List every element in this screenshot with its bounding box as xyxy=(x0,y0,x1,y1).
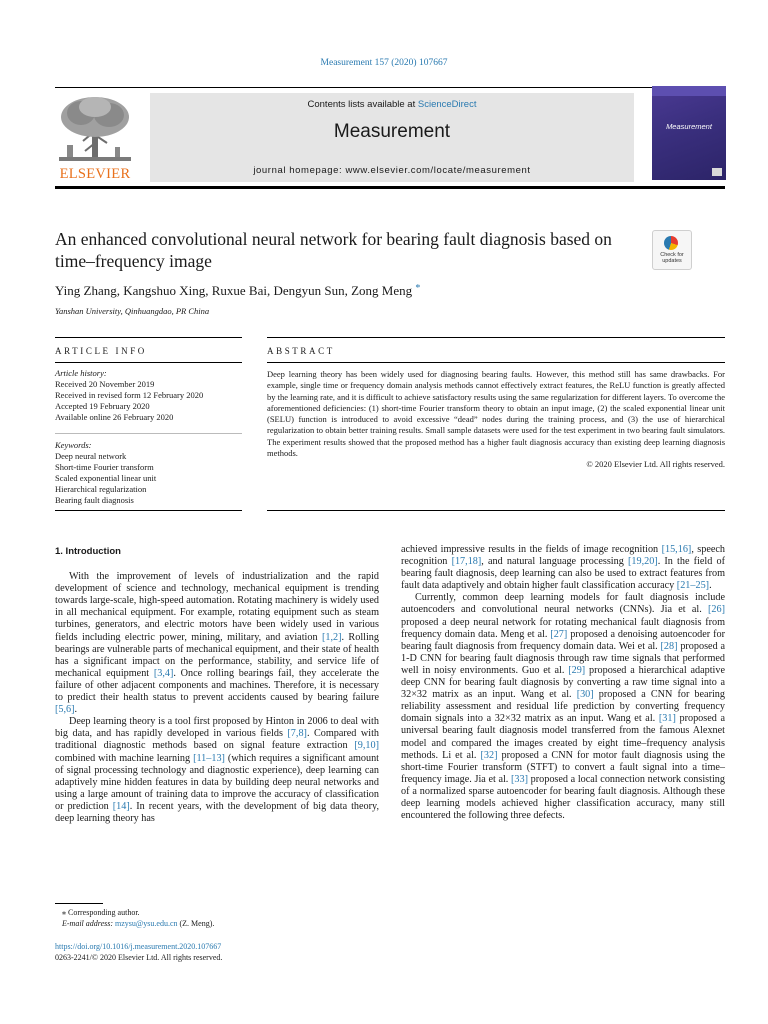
keyword-item: Bearing fault diagnosis xyxy=(55,495,134,505)
footnote-email-line xyxy=(55,918,375,929)
abstract-copyright: © 2020 Elsevier Ltd. All rights reserved. xyxy=(586,459,725,470)
text-run: (which requires a significant amount of signal processing technology and diagnostic experience), deep learning can adaptively mine hidden features in data by building deep neural networks and using a large amount of training data to improve the accuracy of classification or prediction xyxy=(55,752,379,812)
corresponding-author-footnote xyxy=(55,907,375,929)
header-rule-top xyxy=(55,87,725,88)
abstract-rule-top xyxy=(267,337,725,338)
citation-link[interactable]: [14] xyxy=(112,800,130,812)
citation-link[interactable]: [17,18] xyxy=(451,556,482,568)
article-info-heading: ARTICLE INFO xyxy=(55,346,147,356)
doi-block xyxy=(55,941,385,963)
cover-strip xyxy=(652,86,726,96)
citation-link[interactable]: [26] xyxy=(708,604,725,616)
sciencedirect-link[interactable]: ScienceDirect xyxy=(417,99,477,110)
text-run: . Compared with traditional diagnostic methods based on signal feature extraction xyxy=(55,728,379,752)
citation-link[interactable]: [11–13] xyxy=(193,752,225,764)
elsevier-tree-icon xyxy=(55,93,135,165)
intro-paragraph-2 xyxy=(55,716,379,825)
email-link[interactable]: mzysu@ysu.edu.cn xyxy=(115,919,178,928)
citation-link[interactable]: [32] xyxy=(480,749,498,761)
citation-link[interactable]: [31] xyxy=(658,713,676,725)
history-item: Received in revised form 12 February 2020 xyxy=(55,390,204,400)
text-run: , and natural language processing xyxy=(481,556,628,568)
citation-link[interactable]: [33] xyxy=(511,773,528,785)
email-suffix: (Z. Meng). xyxy=(177,919,215,928)
text-run: . xyxy=(74,704,78,716)
text-run: Currently, common deep learning models for fault diagnosis include autoencoders and convolutional neural networks (CNNs). Jia et al. xyxy=(401,592,725,616)
text-run: . In the field of bearing fault diagnosis, deep learning can also be used to extract features from fault data adaptively and obtain higher fault classification accuracy xyxy=(401,556,725,592)
journal-homepage[interactable]: journal homepage: www.elsevier.com/locate/measurement xyxy=(253,165,531,176)
author-names: Ying Zhang, Kangshuo Xing, Ruxue Bai, Dengyun Sun, Zong Meng xyxy=(55,283,413,298)
abstract-body xyxy=(267,369,725,471)
text-run: proposed a local connection network consisting of a normalized sparse autoencoder for bearing fault diagnosis. Although these deep learning models achieved higher classification accuracy, many still encountered the following three defects. xyxy=(401,773,725,822)
keyword-item: Hierarchical regularization xyxy=(55,484,147,494)
section-heading-introduction: 1. Introduction xyxy=(55,546,121,557)
keywords-rule xyxy=(55,433,242,434)
text-run: . Rolling bearings are vulnerable parts of mechanical equipment, and their state of health has a significant impact on the performance, stability, and service life of mechanical equipment xyxy=(55,631,379,679)
text-run: Deep learning theory is a tool first proposed by Hinton in 2006 to deal with big data, and has rapidly developed in various fields xyxy=(55,716,379,740)
doi-link[interactable]: https://doi.org/10.1016/j.measurement.2020.107667 xyxy=(55,942,222,951)
citation-link[interactable]: [27] xyxy=(550,628,568,640)
body-column-left xyxy=(55,544,379,825)
keyword-item: Deep neural network xyxy=(55,451,127,461)
cover-logo xyxy=(712,168,722,176)
text-run: proposed a denoising autoencoder for bearing fault diagnosis from frequency domain data. Wei et al. xyxy=(401,628,725,652)
keyword-item: Short-time Fourier transform xyxy=(55,462,154,472)
text-run: combined with machine learning xyxy=(55,752,194,764)
citation-link[interactable]: [1,2] xyxy=(321,631,342,643)
text-run: achieved impressive results in the fields of image recognition xyxy=(401,544,662,555)
intro-paragraph-1 xyxy=(55,571,379,716)
citation-link[interactable]: [28] xyxy=(660,640,678,652)
contents-prefix: Contents lists available at xyxy=(307,99,418,110)
keyword-item: Scaled exponential linear unit xyxy=(55,473,157,483)
header-rule-bottom xyxy=(55,186,725,189)
text-run: , speech recognition xyxy=(401,544,726,568)
text-run: proposed a hierarchical adaptive deep CNN for bearing fault diagnosis by converting a raw time signal into a 32×32 matrix as an input. Wang et al. xyxy=(401,664,726,701)
intro-paragraph-4 xyxy=(401,592,725,822)
journal-cover-image[interactable] xyxy=(652,86,726,180)
info-rule-top xyxy=(55,337,242,338)
abstract-rule xyxy=(267,362,725,363)
issn-copyright: 0263-2241/© 2020 Elsevier Ltd. All rights reserved. xyxy=(55,953,223,962)
text-run: proposed a universal bearing fault diagnosis model transferred from the famous Alexnet model and compared the images created by eight time–frequency analysis methods. Li et al. xyxy=(401,713,726,761)
citation-link[interactable]: [9,10] xyxy=(354,740,379,752)
text-run: . Once rolling bearings fail, they accelerate the failure of other adjacent components and machines. Therefore, it is necessary to predict their health status to prevent accidents caused by bearing failure xyxy=(55,667,379,704)
contents-line xyxy=(150,99,634,110)
text-run: proposed a 1-D CNN for bearing fault diagnosis through raw time signals that performed well in noisy environments. Guo et al. xyxy=(401,640,725,676)
abstract-text: Deep learning theory has been widely used for diagnosing bearing faults. However, this method still has same drawbacks. For example, single time or frequency domain analysis methods cannot effectively extract features, the ReLU function is greatly affected by the learning rate, and it is difficult to achieve satisfactory results using the same regularization for different layers. To overcome the aforementioned deficiencies: (1) short-time Fourier transform theory to obtain an input image, (2) the scaled exponential linear unit (SELU) function is introduced to avoid excessive “dead” nodes during the training process, and (3) the use of hierarchical regularization to obtain better training results. Small sample datasets were used for the test experiment in two bearing fault simulators. The experiment results showed that the proposed method has a higher fault diagnosis accuracy than existing deep learning diagnosis methods. xyxy=(267,369,725,459)
journal-name: Measurement xyxy=(333,121,451,142)
journal-header-box xyxy=(150,93,634,182)
text-run: . xyxy=(709,580,712,592)
affiliation: Yanshan University, Qinhuangdao, PR China xyxy=(55,306,210,316)
crossmark-label: Check for updates xyxy=(660,252,684,264)
info-rule xyxy=(55,362,242,363)
email-label: E-mail address: xyxy=(62,919,116,928)
elsevier-wordmark: ELSEVIER xyxy=(59,166,131,182)
crossmark-icon xyxy=(664,236,678,250)
citation-link[interactable]: [30] xyxy=(576,689,594,701)
author-list xyxy=(55,283,420,299)
corresponding-author-mark[interactable]: * xyxy=(415,283,421,294)
citation-link[interactable]: [29] xyxy=(568,664,586,676)
citation-link[interactable]: [7,8] xyxy=(287,728,307,740)
abstract-heading: ABSTRACT xyxy=(267,346,335,356)
text-run: proposed a deep neural network for rotating mechanical fault diagnosis from frequency domain data. Meng et al. xyxy=(401,616,725,640)
citation-link[interactable]: [19,20] xyxy=(627,556,658,568)
citation-link[interactable]: [3,4] xyxy=(153,667,174,679)
keywords-label: Keywords: xyxy=(55,440,92,450)
footnote-corresponding: ⁎ Corresponding author. xyxy=(62,908,140,917)
abstract-rule-bottom xyxy=(267,510,725,511)
history-item: Received 20 November 2019 xyxy=(55,379,155,389)
check-for-updates-button[interactable] xyxy=(652,230,692,270)
footnote-rule xyxy=(55,903,103,904)
citation-link[interactable]: [15,16] xyxy=(661,544,692,555)
citation-link[interactable]: [5,6] xyxy=(55,704,75,716)
history-item: Available online 26 February 2020 xyxy=(55,412,174,422)
text-run: proposed a CNN for bearing reliability assessment and residual life prediction by converting frequency domain signals into a 32×32 matrix as an input. Wang et al. xyxy=(401,689,725,725)
text-run: With the improvement of levels of industrialization and the rapid development of science and technology, mechanical equipment is trending towards large-scale, high-speed automation. Rotating machinery is widely used in all mechanical equipment. For example, rotating equipment such as steam turbines, generators, and electric motors have been widely used in various fields including electric power, mining, military, and aviation xyxy=(55,571,379,643)
history-item: Accepted 19 February 2020 xyxy=(55,401,150,411)
citation-link[interactable]: [21–25] xyxy=(676,580,710,592)
text-run: proposed a CNN for motor fault diagnosis using the short-time Fourier transform (STFT) to convert a fault signal into a time–frequency image. Jia et al. xyxy=(401,749,725,785)
intro-paragraph-3 xyxy=(401,544,725,592)
body-column-right xyxy=(401,544,725,822)
text-run: . In recent years, with the development of big data theory, deep learning theory has xyxy=(55,800,380,824)
cover-title: Measurement xyxy=(666,122,712,131)
article-history xyxy=(55,368,255,423)
keywords-list xyxy=(55,440,255,506)
journal-reference-link[interactable]: Measurement 157 (2020) 107667 xyxy=(320,58,448,68)
info-rule-bottom xyxy=(55,510,242,511)
history-label: Article history: xyxy=(55,368,107,378)
article-title: An enhanced convolutional neural network for bearing fault diagnosis based on time–frequency image xyxy=(55,229,612,271)
